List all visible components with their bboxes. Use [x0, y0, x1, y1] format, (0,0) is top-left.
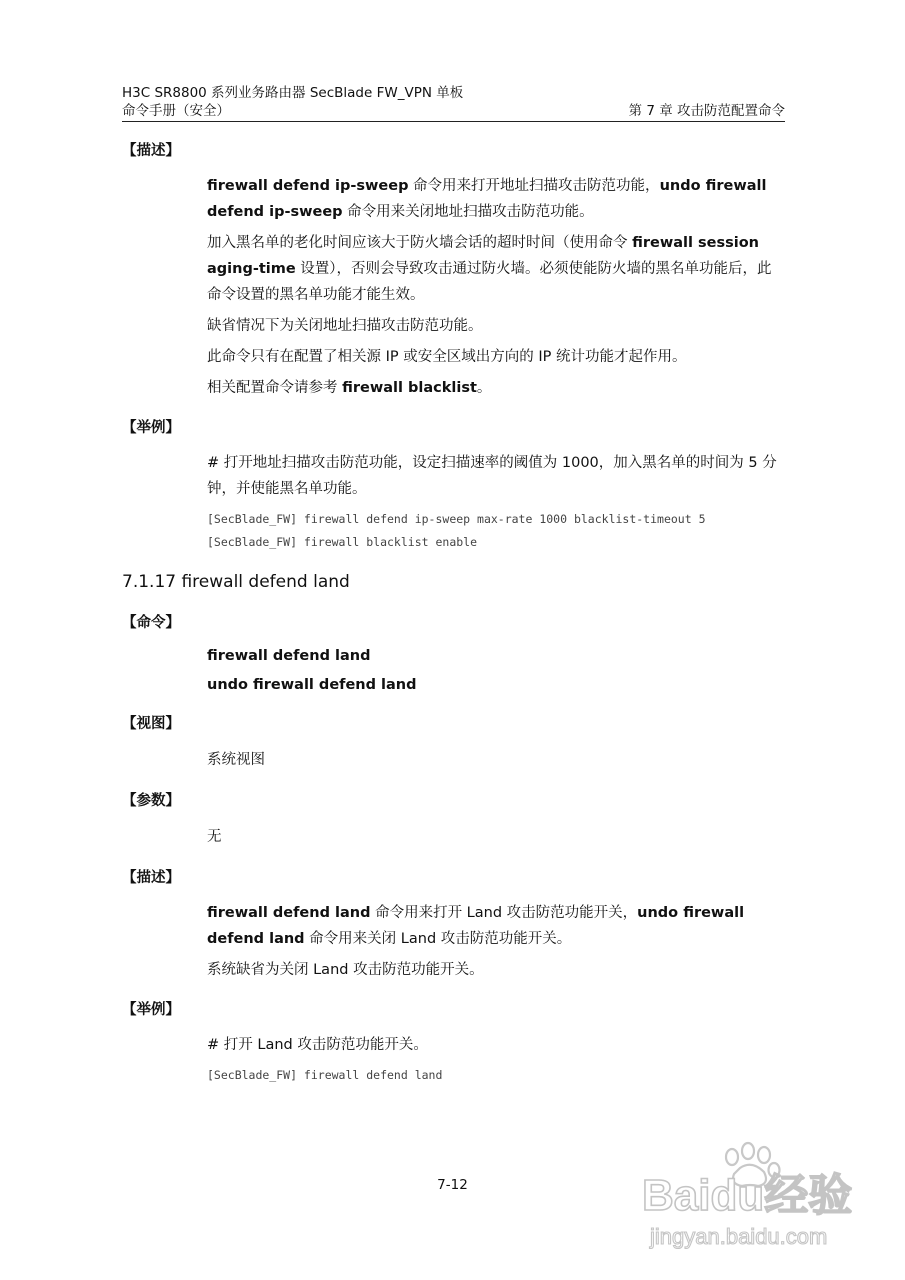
description-paragraph: [207, 900, 785, 952]
code-line: [SecBlade_FW] firewall defend land: [207, 1068, 443, 1082]
description-paragraph: [207, 375, 785, 401]
body-text: 命令用来关闭地址扫描攻击防范功能。: [342, 204, 594, 220]
subsection-title: 7.1.17 firewall defend land: [122, 572, 350, 592]
view-body: [207, 747, 785, 773]
parameters-label: 【参数】: [122, 793, 180, 809]
page-header: [122, 84, 785, 120]
watermark-url: jingyan.baidu.com: [650, 1224, 828, 1249]
example-label: 【举例】: [122, 420, 180, 436]
example-description: # 打开地址扫描攻击防范功能，设定扫描速率的阈值为 1000，加入黑名单的时间为 5 分钟，并使能黑名单功能。: [207, 455, 777, 497]
description-paragraph: [207, 230, 785, 308]
command-syntax: [207, 643, 785, 669]
description-body: [207, 173, 785, 401]
code-line: [SecBlade_FW] firewall defend ip-sweep max-rate 1000 blacklist-timeout 5: [207, 512, 706, 526]
header-row: [122, 102, 785, 120]
header-divider: [122, 121, 785, 122]
command-text: firewall defend ip-sweep: [207, 178, 409, 194]
body-text: 命令用来打开 Land 攻击防范功能开关，: [370, 905, 638, 921]
command-label: 【命令】: [122, 615, 180, 631]
header-manual-title: H3C SR8800 系列业务路由器 SecBlade FW_VPN 单板: [122, 85, 464, 101]
view-label: 【视图】: [122, 716, 180, 732]
watermark-logo-text: Baidu经验: [642, 1171, 853, 1220]
body-text: 相关配置命令请参考: [207, 380, 343, 396]
command-text: firewall session aging-time: [207, 235, 759, 277]
example-body: [207, 450, 785, 554]
command-body: [207, 643, 785, 698]
parameters-text: 无: [207, 829, 222, 845]
command-syntax: [207, 672, 785, 698]
description-body: [207, 900, 785, 983]
code-line: [SecBlade_FW] firewall blacklist enable: [207, 535, 478, 549]
command-text: undo firewall defend land: [207, 905, 745, 947]
example-label: 【举例】: [122, 1002, 180, 1018]
example-body: [207, 1032, 785, 1087]
body-text: 命令用来打开地址扫描攻击防范功能，: [408, 178, 660, 194]
description-label: 【描述】: [122, 143, 180, 159]
command-text: undo firewall defend ip-sweep: [207, 178, 767, 220]
description-paragraph: 缺省情况下为关闭地址扫描攻击防范功能。: [207, 318, 483, 334]
description-paragraph: 系统缺省为关闭 Land 攻击防范功能开关。: [207, 962, 484, 978]
description-paragraph: [207, 173, 785, 225]
description-label: 【描述】: [122, 870, 180, 886]
parameters-body: [207, 824, 785, 850]
command-text: firewall blacklist: [342, 380, 477, 396]
view-text: 系统视图: [207, 752, 265, 768]
description-paragraph: 此命令只有在配置了相关源 IP 或安全区域出方向的 IP 统计功能才起作用。: [207, 349, 687, 365]
body-text: 。: [476, 380, 492, 396]
body-text: 设置），否则会导致攻击通过防火墙。必须使能防火墙的黑名单功能后，此命令设置的黑名单功能才能生效。: [207, 261, 772, 303]
page-content: [122, 130, 785, 1087]
command-text: firewall defend land: [207, 905, 371, 921]
command-text: undo firewall defend land: [207, 677, 417, 693]
header-manual-subtitle: 命令手册（安全）: [122, 103, 230, 119]
example-description: # 打开 Land 攻击防范功能开关。: [207, 1037, 428, 1053]
body-text: 命令用来关闭 Land 攻击防范功能开关。: [304, 931, 572, 947]
command-text: firewall defend land: [207, 648, 371, 664]
header-chapter-title: 第 7 章 攻击防范配置命令: [628, 103, 785, 119]
page-number: 7-12: [437, 1177, 468, 1193]
baidu-jingyan-watermark: [640, 1140, 870, 1260]
body-text: 加入黑名单的老化时间应该大于防火墙会话的超时时间（使用命令: [207, 235, 633, 251]
